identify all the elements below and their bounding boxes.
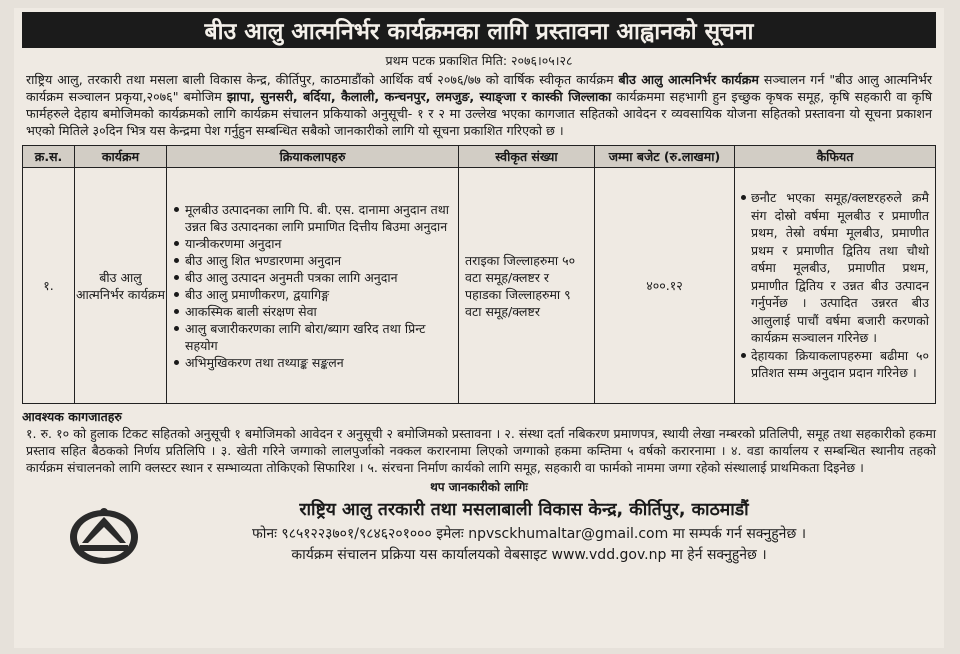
table-row [23, 168, 936, 404]
remark-item: छनौट भएका समूह/क्लष्टरहरुले क्रमै संग दोस्रो वर्षमा मूलबीउ र प्रमाणीत प्रथम, तेस्रो वर्षमा मूलबीउ, प्रमाणीत प्रथम र प्रमाणीत द्वितिय तथा चौथो वर्षमा मूलबीउ, प्रमाणीत प्रथम, प्रमाणीत द्वितिय र उन्नत बीउ उत्पादन गर्नुपर्नेछ । उत्पादित उन्नरत बीउ आलुलाई पाचौं वर्षमा बजारी करणको कार्यक्रम सञ्चालन गरिनेछ । [741, 189, 929, 347]
list-item: अभिमुखिकरण तथा तथ्याङ्क सङ्कलन [173, 354, 452, 371]
website-line: कार्यक्रम संचालन प्रक्रिया यस कार्यालयको वेबसाइट www.vdd.gov.np मा हेर्न सक्नुहुनेछ । [291, 547, 767, 563]
nepal-government-emblem-icon [66, 503, 142, 567]
cell-approved-count: तराइका जिल्लाहरुमा ५० वटा समूह/क्लष्टर र पहाडका जिल्लाहरुमा ९ वटा समूह/क्लष्टर [459, 168, 595, 404]
remark-item: देहायका क्रियाकलापहरुमा बढीमा ५० प्रतिशत सम्म अनुदान प्रदान गरिनेछ । [741, 347, 929, 382]
org-name: राष्ट्रिय आलु तरकारी तथा मसलाबाली विकास केन्द्र, कीर्तिपुर, काठमाडौं [299, 500, 749, 520]
documents-heading: आवश्यक कागजातहरु [22, 409, 122, 424]
notice-page [14, 8, 944, 648]
header-approved-count: स्वीकृत संख्या [459, 146, 595, 168]
header-program: कार्यक्रम [75, 146, 167, 168]
list-item: आलु बजारीकरणका लागि बोरा/ब्याग खरिद तथा प्रिन्ट सहयोग [173, 320, 452, 354]
intro-text-3: कार्यक्रममा सहभागी हुन इच्छुक कृषक समूह, कृषि सहकारी वा कृषि फार्महरुले देहाय बमोजिमको कार्यक्रमको लागि कार्यक्रम संचालन प्रकियाको अनुसूची- १ र २ मा उल्लेख भएका कागजात सहितको आवेदन र व्यवसायिक योजना सहितको प्रस्तावना यो सूचना प्रकाशन भएको मितिले ३०दिन भित्र यस केन्द्रमा पेश गर्नुहुन सम्बन्धित सबैको जानकारीको लागि यो सूचना प्रकाशित गरिएको छ । [26, 89, 932, 138]
intro-text-1: राष्ट्रिय आलु, तरकारी तथा मसला बाली विकास केन्द्र, कीर्तिपुर, काठमाडौंको आर्थिक वर्ष २०७६/७७ को वार्षिक स्वीकृत कार्यक्रम [26, 72, 619, 87]
header-sn: क्र.स. [23, 146, 75, 168]
list-item: बीउ आलु उत्पादन अनुमती पत्रका लागि अनुदान [173, 269, 452, 286]
list-item: मूलबीउ उत्पादनका लागि पि. बी. एस. दानामा अनुदान तथा उन्नत बिउ उत्पादनका लागि प्रमाणित दित्तीय बिउमा अनुदान [173, 201, 452, 235]
intro-paragraph [22, 71, 936, 139]
list-item: बीउ आलु प्रमाणीकरण, द्वयागिङ्ग [173, 286, 452, 303]
cell-program: बीउ आलु आत्मनिर्भर कार्यक्रम [75, 168, 167, 404]
cell-budget: ४००.१२ [595, 168, 735, 404]
intro-program-name: बीउ आलु आत्मनिर्भर कार्यक्रम [618, 72, 759, 87]
intro-districts: झापा, सुनसरी, बर्दिया, कैलाली, कन्चनपुर, लमजुङ, स्याङ्जा र कास्की जिल्लाका [226, 89, 612, 104]
header-activities: क्रियाकलापहरु [167, 146, 459, 168]
footer [22, 497, 936, 575]
list-item: आकस्मिक बाली संरक्षण सेवा [173, 303, 452, 320]
documents-text: १. रु. १० को हुलाक टिकट सहितको अनुसूची १ बमोजिमको आवेदन र अनुसूची २ बमोजिमको प्रस्तावना । २. संस्था दर्ता नबिकरण प्रमाणपत्र, स्थायी लेखा नम्बरको प्रतिलिपी, समूह तथा सहकारीको हकमा प्रस्ताव सहित बैठकको निर्णय प्रतिलिपि । ३. खेती गरिने जग्गाको लालपुर्जाको नक्कल करारनामा लिएको जग्गाको हकमा कम्तिमा ५ वर्षको करारनामा । ४. वडा कार्यालय र सम्बन्धित स्थानीय तहको कार्यक्रम संचालनको लागि क्लस्टर स्थान र सम्भाव्यता तोकिएको सिफारिश । ५. संरचना निर्माण कार्यको लागि समूह, सहकारी वा फार्मको नाममा जग्गा रहेको संस्थालाई प्राथमिकता दिइनेछ । [26, 426, 936, 475]
more-info-heading: थप जानकारीको लागिः [430, 480, 528, 494]
header-remarks: कैफियत [735, 146, 936, 168]
cell-activities [167, 168, 459, 404]
cell-sn: १. [23, 168, 75, 404]
intro-text-2: सञ्चालन गर्न "बीउ आलु आत्मनिर्भर कार्यक्रम सञ्चालन प्रकृया,२०७६" बमोजिम [26, 72, 933, 104]
notice-title-banner [22, 12, 936, 48]
list-item: यान्त्रीकरणमा अनुदान [173, 235, 452, 252]
notice-title: बीउ आलु आत्मनिर्भर कार्यक्रमका लागि प्रस्तावना आह्वानको सूचना [204, 19, 754, 45]
activity-list [173, 201, 452, 371]
table-header-row [23, 146, 936, 168]
program-table [22, 145, 936, 404]
publish-date: प्रथम पटक प्रकाशित मिति: २०७६।०५।२८ [385, 53, 573, 68]
cell-remarks [735, 168, 936, 404]
header-budget: जम्मा बजेट (रु.लाखमा) [595, 146, 735, 168]
list-item: बीउ आलु शित भण्डारणमा अनुदान [173, 252, 452, 269]
contact-line: फोनः ९८५१२२३७०१/९८४६२०१००० इमेलः npvsckhumaltar@gmail.com मा सम्पर्क गर्न सक्नुहुनेछ । [251, 526, 807, 542]
